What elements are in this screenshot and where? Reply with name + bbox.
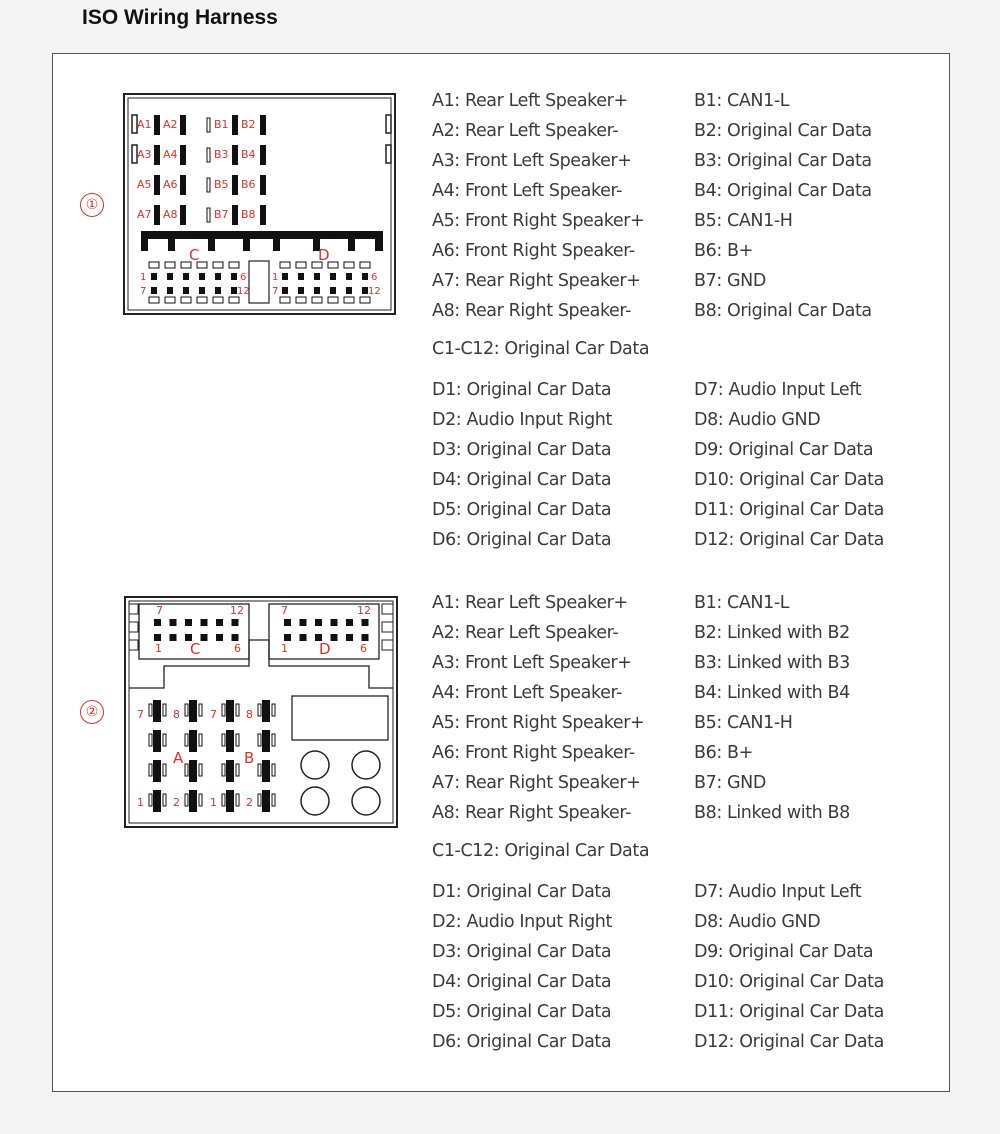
c1-d11: D11: Original Car Data bbox=[694, 500, 884, 520]
c1-d2: D2: Audio Input Right bbox=[432, 410, 612, 430]
c2-pin bbox=[300, 634, 307, 641]
c1-a-blade bbox=[180, 145, 186, 165]
connector-1-block-d-label: D bbox=[318, 246, 330, 264]
c2-blade bbox=[153, 760, 161, 782]
c2-b6: B6: B+ bbox=[694, 743, 753, 763]
c2-pin bbox=[216, 619, 223, 626]
c2-b5: B5: CAN1-H bbox=[694, 713, 793, 733]
c1-pin bbox=[199, 287, 205, 294]
c1-b8: B8: Original Car Data bbox=[694, 301, 872, 321]
c1-a2: A2: Rear Left Speaker- bbox=[432, 121, 619, 141]
c2-blade bbox=[226, 730, 234, 752]
connector-2-a-pin-8: 8 bbox=[173, 708, 180, 721]
c2-b3: B3: Linked with B3 bbox=[694, 653, 850, 673]
c2-blade bbox=[189, 760, 197, 782]
c2-b1: B1: CAN1-L bbox=[694, 593, 790, 613]
c1-a6: A6: Front Right Speaker- bbox=[432, 241, 635, 261]
c1-pin bbox=[231, 273, 237, 280]
connector-2-a-list bbox=[432, 588, 644, 828]
c2-blade bbox=[262, 760, 270, 782]
c2-pin bbox=[154, 619, 161, 626]
connector-1-d-left-list bbox=[432, 375, 612, 555]
connector-1-c-line: C1-C12: Original Car Data bbox=[432, 339, 650, 359]
c2-blade bbox=[153, 790, 161, 812]
c2-pin bbox=[346, 634, 353, 641]
c2-a4: A4: Front Left Speaker- bbox=[432, 683, 623, 703]
c1-b4: B4: Original Car Data bbox=[694, 181, 872, 201]
connector-2-b-pin-1: 1 bbox=[210, 796, 217, 809]
c1-b5: B5: CAN1-H bbox=[694, 211, 793, 231]
c1-a1: A1: Rear Left Speaker+ bbox=[432, 91, 628, 111]
connector-1-marker: ① bbox=[80, 193, 104, 217]
c2-a6: A6: Front Right Speaker- bbox=[432, 743, 635, 763]
c1-a-label: A7 bbox=[137, 208, 152, 221]
c2-blade bbox=[189, 790, 197, 812]
c1-b-blade bbox=[232, 145, 238, 165]
c1-d7: D7: Audio Input Left bbox=[694, 380, 862, 400]
c2-pin bbox=[346, 619, 353, 626]
c1-pin bbox=[215, 287, 221, 294]
c1-b-blade bbox=[232, 115, 238, 135]
c1-pin bbox=[199, 273, 205, 280]
c1-a-blade bbox=[154, 175, 160, 195]
c2-pin bbox=[284, 619, 291, 626]
connector-2-d-pin-12: 12 bbox=[357, 604, 371, 617]
connector-1-d-pin-6: 6 bbox=[371, 272, 378, 283]
c2-pin bbox=[300, 619, 307, 626]
c2-pin bbox=[170, 634, 177, 641]
connector-2-c-pin-1: 1 bbox=[155, 642, 162, 655]
connector-2-a-pin-1: 1 bbox=[137, 796, 144, 809]
c2-d1: D1: Original Car Data bbox=[432, 882, 612, 902]
c2-pin bbox=[284, 634, 291, 641]
c1-d12: D12: Original Car Data bbox=[694, 530, 884, 550]
c1-pin bbox=[167, 273, 173, 280]
connector-2-c-pin-12: 12 bbox=[230, 604, 244, 617]
connector-2-b-pin-8: 8 bbox=[246, 708, 253, 721]
c1-pin bbox=[314, 273, 320, 280]
c2-d9: D9: Original Car Data bbox=[694, 942, 874, 962]
c2-blade bbox=[189, 700, 197, 722]
c1-b-label: B1 bbox=[214, 118, 229, 131]
c2-pin bbox=[362, 619, 369, 626]
c2-d2: D2: Audio Input Right bbox=[432, 912, 612, 932]
c1-pin bbox=[183, 273, 189, 280]
c2-blade bbox=[153, 700, 161, 722]
c1-a-label: A3 bbox=[137, 148, 152, 161]
c2-pin bbox=[362, 634, 369, 641]
c1-b1: B1: CAN1-L bbox=[694, 91, 790, 111]
c1-b-label: B3 bbox=[214, 148, 229, 161]
c2-blade bbox=[262, 730, 270, 752]
connector-2-block-b-label: B bbox=[244, 749, 255, 767]
connector-2-b-list bbox=[694, 588, 850, 828]
c2-pin bbox=[331, 634, 338, 641]
c2-blade bbox=[226, 790, 234, 812]
page-title: ISO Wiring Harness bbox=[82, 6, 278, 29]
connector-1-c-pin-12: 12 bbox=[237, 286, 250, 297]
c1-d3: D3: Original Car Data bbox=[432, 440, 612, 460]
c2-blade bbox=[226, 760, 234, 782]
c2-d4: D4: Original Car Data bbox=[432, 972, 612, 992]
c2-a7: A7: Rear Right Speaker+ bbox=[432, 773, 641, 793]
c2-pin bbox=[201, 634, 208, 641]
c1-b-label: B4 bbox=[241, 148, 256, 161]
c1-a-blade bbox=[154, 145, 160, 165]
connector-1-d-pin-7: 7 bbox=[272, 286, 279, 297]
c1-pin bbox=[330, 273, 336, 280]
c2-d6: D6: Original Car Data bbox=[432, 1032, 612, 1052]
connector-2-d-pin-7: 7 bbox=[281, 604, 288, 617]
connector-2-a-pin-7: 7 bbox=[137, 708, 144, 721]
c1-d6: D6: Original Car Data bbox=[432, 530, 612, 550]
c2-d11: D11: Original Car Data bbox=[694, 1002, 884, 1022]
c1-pin bbox=[298, 273, 304, 280]
connector-2-block-d-label: D bbox=[319, 640, 331, 658]
connector-1-d-pin-12: 12 bbox=[368, 286, 381, 297]
c1-pin bbox=[362, 273, 368, 280]
connector-2-marker: ② bbox=[80, 700, 104, 724]
c1-a-blade bbox=[154, 115, 160, 135]
c1-b7: B7: GND bbox=[694, 271, 766, 291]
c1-b-blade bbox=[260, 145, 266, 165]
c1-b-label: B5 bbox=[214, 178, 229, 191]
c1-d4: D4: Original Car Data bbox=[432, 470, 612, 490]
connector-2-d-left-list bbox=[432, 877, 612, 1057]
c1-pin bbox=[330, 287, 336, 294]
c2-b2: B2: Linked with B2 bbox=[694, 623, 850, 643]
c1-a3: A3: Front Left Speaker+ bbox=[432, 151, 632, 171]
c1-a-label: A1 bbox=[137, 118, 152, 131]
c1-pin bbox=[215, 273, 221, 280]
c1-b-blade bbox=[232, 175, 238, 195]
c1-a-label: A6 bbox=[163, 178, 178, 191]
c1-b-label: B8 bbox=[241, 208, 256, 221]
connector-2-block-c-label: C bbox=[190, 640, 201, 658]
connector-1-d-right-list bbox=[694, 375, 884, 555]
connector-1-diagram bbox=[123, 93, 396, 315]
c2-pin bbox=[170, 619, 177, 626]
c1-b2: B2: Original Car Data bbox=[694, 121, 872, 141]
connector-1-c-pin-6: 6 bbox=[240, 272, 247, 283]
c1-b-blade bbox=[260, 175, 266, 195]
c2-a5: A5: Front Right Speaker+ bbox=[432, 713, 645, 733]
c1-d5: D5: Original Car Data bbox=[432, 500, 612, 520]
c2-pin bbox=[232, 634, 239, 641]
c1-b3: B3: Original Car Data bbox=[694, 151, 872, 171]
c1-pin bbox=[151, 287, 157, 294]
c1-a-label: A4 bbox=[163, 148, 178, 161]
c2-b7: B7: GND bbox=[694, 773, 766, 793]
c1-a-label: A8 bbox=[163, 208, 178, 221]
connector-2-b-pin-7: 7 bbox=[210, 708, 217, 721]
c1-pin bbox=[282, 287, 288, 294]
c1-b-label: B6 bbox=[241, 178, 256, 191]
connector-2-d-pin-1: 1 bbox=[281, 642, 288, 655]
c1-pin bbox=[346, 273, 352, 280]
c1-d8: D8: Audio GND bbox=[694, 410, 821, 430]
c2-pin bbox=[216, 634, 223, 641]
c1-pin bbox=[298, 287, 304, 294]
c1-d10: D10: Original Car Data bbox=[694, 470, 884, 490]
c2-d5: D5: Original Car Data bbox=[432, 1002, 612, 1022]
c1-b6: B6: B+ bbox=[694, 241, 753, 261]
c1-pin bbox=[167, 287, 173, 294]
c2-a1: A1: Rear Left Speaker+ bbox=[432, 593, 628, 613]
c1-a4: A4: Front Left Speaker- bbox=[432, 181, 623, 201]
c1-a-blade bbox=[180, 115, 186, 135]
c1-a-blade bbox=[154, 205, 160, 225]
c2-a8: A8: Rear Right Speaker- bbox=[432, 803, 632, 823]
c1-b-label: B7 bbox=[214, 208, 229, 221]
c2-blade bbox=[226, 700, 234, 722]
c2-d12: D12: Original Car Data bbox=[694, 1032, 884, 1052]
connector-1-a-list bbox=[432, 86, 644, 326]
c1-a-blade bbox=[180, 175, 186, 195]
c1-b-blade bbox=[232, 205, 238, 225]
connector-2-c-line: C1-C12: Original Car Data bbox=[432, 841, 650, 861]
connector-2-d-pin-6: 6 bbox=[360, 642, 367, 655]
c2-blade bbox=[153, 730, 161, 752]
c1-d9: D9: Original Car Data bbox=[694, 440, 874, 460]
c2-d10: D10: Original Car Data bbox=[694, 972, 884, 992]
c2-d7: D7: Audio Input Left bbox=[694, 882, 862, 902]
connector-2-block-a-label: A bbox=[173, 749, 184, 767]
c1-a-label: A5 bbox=[137, 178, 152, 191]
c2-a3: A3: Front Left Speaker+ bbox=[432, 653, 632, 673]
c2-pin bbox=[154, 634, 161, 641]
c1-pin bbox=[151, 273, 157, 280]
connector-2-a-pin-2: 2 bbox=[173, 796, 180, 809]
c1-pin bbox=[183, 287, 189, 294]
connector-2-c-pin-6: 6 bbox=[234, 642, 241, 655]
c1-a-blade bbox=[180, 205, 186, 225]
c1-a7: A7: Rear Right Speaker+ bbox=[432, 271, 641, 291]
c1-b-blade bbox=[260, 115, 266, 135]
c2-d3: D3: Original Car Data bbox=[432, 942, 612, 962]
connector-1-d-pin-1: 1 bbox=[272, 272, 279, 283]
c1-pin bbox=[314, 287, 320, 294]
c1-a8: A8: Rear Right Speaker- bbox=[432, 301, 632, 321]
c2-blade bbox=[189, 730, 197, 752]
c1-pin bbox=[346, 287, 352, 294]
connector-1-c-pin-1: 1 bbox=[140, 272, 147, 283]
connector-2-d-right-list bbox=[694, 877, 884, 1057]
c2-b8: B8: Linked with B8 bbox=[694, 803, 850, 823]
connector-2-diagram bbox=[124, 596, 398, 828]
c2-pin bbox=[331, 619, 338, 626]
connector-2-c-pin-7: 7 bbox=[156, 604, 163, 617]
c2-blade bbox=[262, 700, 270, 722]
c1-pin bbox=[282, 273, 288, 280]
c1-d1: D1: Original Car Data bbox=[432, 380, 612, 400]
connector-2-b-pin-2: 2 bbox=[246, 796, 253, 809]
c1-b-label: B2 bbox=[241, 118, 256, 131]
c1-b-blade bbox=[260, 205, 266, 225]
c2-pin bbox=[201, 619, 208, 626]
connector-1-block-c-label: C bbox=[189, 246, 200, 264]
c2-b4: B4: Linked with B4 bbox=[694, 683, 850, 703]
c2-d8: D8: Audio GND bbox=[694, 912, 821, 932]
c2-blade bbox=[262, 790, 270, 812]
c2-pin bbox=[232, 619, 239, 626]
connector-1-c-pin-7: 7 bbox=[140, 286, 147, 297]
c2-pin bbox=[315, 619, 322, 626]
c1-a-label: A2 bbox=[163, 118, 178, 131]
c2-a2: A2: Rear Left Speaker- bbox=[432, 623, 619, 643]
c1-a5: A5: Front Right Speaker+ bbox=[432, 211, 645, 231]
c2-pin bbox=[185, 619, 192, 626]
connector-1-b-list bbox=[694, 86, 872, 326]
